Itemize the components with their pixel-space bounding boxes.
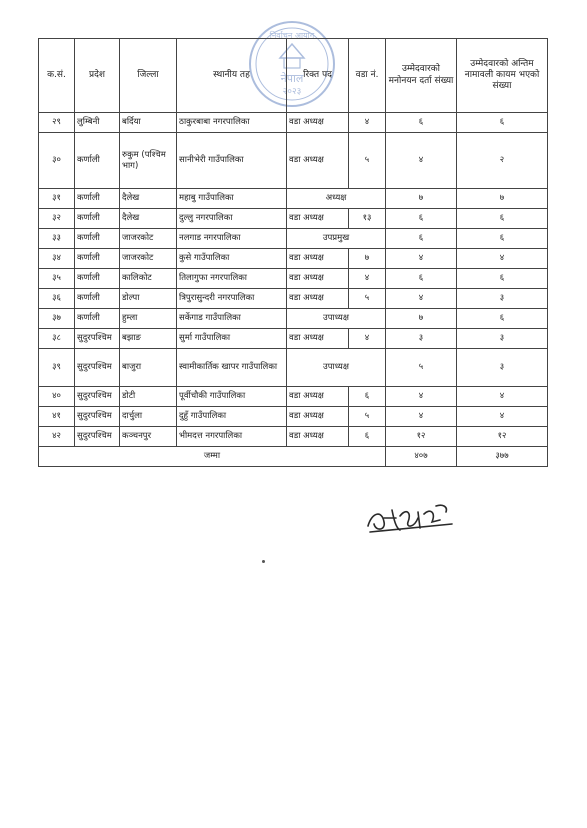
table-row [39,349,548,387]
cell-sn: ४० [39,387,75,407]
table-row [39,189,548,209]
cell-local-level: भीमदत्त नगरपालिका [177,427,287,447]
cell-vacant-post: वडा अध्यक्ष [287,387,349,407]
cell-province: सुदुरपश्चिम [75,427,120,447]
cell-ward-no: १३ [349,209,386,229]
cell-vacant-post: वडा अध्यक्ष [287,427,349,447]
table-row [39,249,548,269]
cell-sn: ३० [39,133,75,189]
cell-province: सुदुरपश्चिम [75,387,120,407]
cell-vacant-post: वडा अध्यक्ष [287,269,349,289]
cell-district: कालिकोट [120,269,177,289]
cell-local-level: त्रिपुरासुन्दरी नगरपालिका [177,289,287,309]
cell-sn: ३२ [39,209,75,229]
total-nominated: ४०७ [386,447,457,467]
cell-district: बर्दिया [120,113,177,133]
cell-sn: ३९ [39,349,75,387]
cell-nominated-count: ७ [386,309,457,329]
cell-sn: ३४ [39,249,75,269]
cell-sn: ३८ [39,329,75,349]
table-row [39,209,548,229]
cell-final-count: ४ [457,407,548,427]
cell-province: कर्णाली [75,269,120,289]
cell-nominated-count: ३ [386,329,457,349]
cell-local-level: कुसे गाउँपालिका [177,249,287,269]
cell-local-level: पूर्वीचौकी गाउँपालिका [177,387,287,407]
cell-ward-no: ४ [349,113,386,133]
cell-sn: ३७ [39,309,75,329]
cell-province: कर्णाली [75,309,120,329]
cell-vacant-post: अध्यक्ष [287,189,386,209]
cell-final-count: ७ [457,189,548,209]
header-local-level: स्थानीय तह [177,39,287,113]
cell-nominated-count: ४ [386,387,457,407]
cell-local-level: सानीभेरी गाउँपालिका [177,133,287,189]
table-row [39,427,548,447]
cell-nominated-count: ४ [386,407,457,427]
cell-local-level: सर्केगाड गाउँपालिका [177,309,287,329]
cell-ward-no: ४ [349,329,386,349]
table-row [39,329,548,349]
cell-province: कर्णाली [75,209,120,229]
cell-district: बाजुरा [120,349,177,387]
cell-district: डोल्पा [120,289,177,309]
cell-nominated-count: ५ [386,349,457,387]
cell-final-count: ६ [457,113,548,133]
cell-vacant-post: उपाध्यक्ष [287,349,386,387]
cell-local-level: तिलागुफा नगरपालिका [177,269,287,289]
header-vacant-post: रिक्त पद [287,39,349,113]
handwritten-signature [362,498,458,538]
header-district: जिल्ला [120,39,177,113]
cell-final-count: १२ [457,427,548,447]
candidate-count-table [38,38,548,467]
cell-district: दैलेख [120,209,177,229]
cell-district: जाजरकोट [120,249,177,269]
table-row [39,113,548,133]
cell-district: दैलेख [120,189,177,209]
cell-local-level: दुहुँ गाउँपालिका [177,407,287,427]
cell-final-count: ६ [457,269,548,289]
cell-province: कर्णाली [75,249,120,269]
table-row [39,289,548,309]
cell-province: कर्णाली [75,133,120,189]
cell-local-level: महाबु गाउँपालिका [177,189,287,209]
cell-district: जाजरकोट [120,229,177,249]
table-row [39,229,548,249]
cell-nominated-count: ६ [386,113,457,133]
stray-mark [262,560,265,563]
cell-sn: ३६ [39,289,75,309]
cell-final-count: ४ [457,387,548,407]
svg-text:२०२३: २०२३ [282,87,302,97]
cell-province: कर्णाली [75,229,120,249]
cell-sn: ४१ [39,407,75,427]
cell-vacant-post: वडा अध्यक्ष [287,407,349,427]
cell-province: सुदुरपश्चिम [75,407,120,427]
cell-district: दार्चुला [120,407,177,427]
cell-ward-no: ६ [349,387,386,407]
cell-district: डोटी [120,387,177,407]
cell-local-level: स्वामीकार्तिक खापर गाउँपालिका [177,349,287,387]
cell-nominated-count: ४ [386,133,457,189]
cell-nominated-count: ६ [386,209,457,229]
table-row [39,407,548,427]
cell-sn: २९ [39,113,75,133]
table-row [39,387,548,407]
cell-nominated-count: १२ [386,427,457,447]
cell-nominated-count: ६ [386,229,457,249]
cell-vacant-post: वडा अध्यक्ष [287,133,349,189]
cell-vacant-post: वडा अध्यक्ष [287,249,349,269]
table-row [39,133,548,189]
cell-vacant-post: उपाध्यक्ष [287,309,386,329]
cell-district: बझाङ [120,329,177,349]
cell-nominated-count: ६ [386,269,457,289]
svg-text:नेपाल: नेपाल [280,72,304,85]
cell-ward-no: ५ [349,407,386,427]
total-row [39,447,548,467]
cell-final-count: ६ [457,309,548,329]
cell-vacant-post: उपप्रमुख [287,229,386,249]
cell-final-count: ६ [457,229,548,249]
header-nominated-count: उम्मेदवारको मनोनयन दर्ता संख्या [386,39,457,113]
cell-sn: ३१ [39,189,75,209]
total-label: जम्मा [39,447,386,467]
cell-local-level: दुल्लु नगरपालिका [177,209,287,229]
cell-local-level: नलगाड नगरपालिका [177,229,287,249]
cell-district: रुकुम (पश्चिम भाग) [120,133,177,189]
cell-final-count: ६ [457,209,548,229]
cell-nominated-count: ७ [386,189,457,209]
cell-final-count: ३ [457,289,548,309]
cell-province: कर्णाली [75,189,120,209]
header-final-count: उम्मेदवारको अन्तिम नामावली कायम भएको संख्या [457,39,548,113]
header-province: प्रदेश [75,39,120,113]
cell-vacant-post: वडा अध्यक्ष [287,209,349,229]
cell-local-level: ठाकुरबाबा नगरपालिका [177,113,287,133]
cell-final-count: ३ [457,329,548,349]
table-row [39,269,548,289]
cell-province: सुदुरपश्चिम [75,329,120,349]
svg-text:निर्वाचन आयोग: निर्वाचन आयोग [269,31,315,40]
cell-sn: ४२ [39,427,75,447]
cell-ward-no: ५ [349,133,386,189]
cell-final-count: २ [457,133,548,189]
cell-ward-no: ४ [349,269,386,289]
cell-nominated-count: ४ [386,289,457,309]
cell-sn: ३३ [39,229,75,249]
cell-district: हुम्ला [120,309,177,329]
cell-ward-no: ५ [349,289,386,309]
cell-province: कर्णाली [75,289,120,309]
cell-final-count: ४ [457,249,548,269]
header-sn: क.सं. [39,39,75,113]
table-row [39,309,548,329]
cell-province: लुम्बिनी [75,113,120,133]
cell-ward-no: ७ [349,249,386,269]
cell-local-level: सुर्मा गाउँपालिका [177,329,287,349]
total-final: ३७७ [457,447,548,467]
cell-nominated-count: ४ [386,249,457,269]
cell-sn: ३५ [39,269,75,289]
cell-vacant-post: वडा अध्यक्ष [287,329,349,349]
header-ward-no: वडा नं. [349,39,386,113]
cell-vacant-post: वडा अध्यक्ष [287,113,349,133]
cell-ward-no: ६ [349,427,386,447]
cell-final-count: ३ [457,349,548,387]
table-body [39,113,548,447]
cell-vacant-post: वडा अध्यक्ष [287,289,349,309]
cell-district: कञ्चनपुर [120,427,177,447]
cell-province: सुदुरपश्चिम [75,349,120,387]
table-header-row [39,39,548,113]
